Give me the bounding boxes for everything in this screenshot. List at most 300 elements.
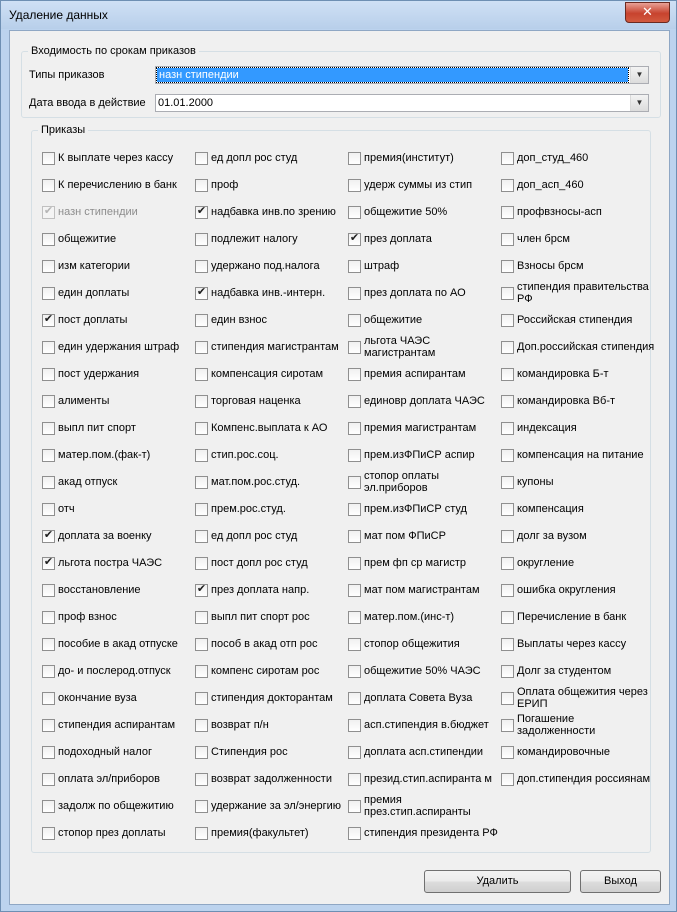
checkbox[interactable] xyxy=(42,314,55,327)
order-checkbox-item[interactable] xyxy=(42,658,197,684)
order-checkbox-item[interactable] xyxy=(501,685,656,711)
order-checkbox-item[interactable] xyxy=(195,388,350,414)
checkbox-label: Оплата общежития через ЕРИП xyxy=(517,686,648,710)
checkbox-label: командировка Вб-т xyxy=(517,395,616,407)
checkbox-label: назн стипендии xyxy=(58,206,138,218)
checkbox-label: удерж суммы из стип xyxy=(364,179,473,191)
checkbox[interactable] xyxy=(501,287,514,300)
checkbox-label: пособие в акад отпуске xyxy=(58,638,178,650)
order-checkbox-item[interactable] xyxy=(195,334,350,360)
order-checkbox-item[interactable] xyxy=(348,793,503,819)
checkbox-label: надбавка инв.по зрению xyxy=(211,206,336,218)
checkbox[interactable] xyxy=(348,746,361,759)
checkbox[interactable] xyxy=(348,179,361,192)
checkmark-icon: ✔ xyxy=(196,205,207,217)
checkbox[interactable] xyxy=(195,422,208,435)
checkbox[interactable] xyxy=(42,449,55,462)
effective-date-select[interactable] xyxy=(155,94,649,112)
checkmark-icon: ✔ xyxy=(196,286,207,298)
checkbox[interactable] xyxy=(501,260,514,273)
checkbox[interactable] xyxy=(348,530,361,543)
order-checkbox-item[interactable] xyxy=(501,334,656,360)
checkbox-label: командировка Б-т xyxy=(517,368,609,380)
order-checkbox-item[interactable] xyxy=(42,307,197,333)
checkbox-label: прем.изФПиСР аспир xyxy=(364,449,475,461)
checkbox-label: Российская стипендия xyxy=(517,314,633,326)
checkbox-label: проф взнос xyxy=(58,611,117,623)
window-title: Удаление данных xyxy=(9,8,108,22)
checkbox[interactable] xyxy=(42,665,55,678)
checkbox[interactable] xyxy=(195,233,208,246)
checkbox-label: общежитие 50% ЧАЭС xyxy=(364,665,481,677)
order-checkbox-item[interactable] xyxy=(195,523,350,549)
orders-group-legend: Приказы xyxy=(41,124,86,136)
order-checkbox-item[interactable] xyxy=(501,442,656,468)
order-checkbox-item[interactable] xyxy=(195,631,350,657)
checkbox[interactable] xyxy=(501,503,514,516)
checkbox-label: акад отпуск xyxy=(58,476,118,488)
checkbox-label: стопор оплаты эл.приборов xyxy=(364,470,440,494)
checkbox[interactable] xyxy=(42,530,55,543)
checkbox[interactable] xyxy=(348,152,361,165)
checkbox[interactable] xyxy=(501,341,514,354)
checkbox[interactable] xyxy=(42,719,55,732)
order-checkbox-item[interactable] xyxy=(501,361,656,387)
checkbox[interactable] xyxy=(348,773,361,786)
order-checkbox-item[interactable] xyxy=(501,280,656,306)
checkbox[interactable] xyxy=(195,449,208,462)
checkbox[interactable] xyxy=(501,611,514,624)
checkbox[interactable] xyxy=(348,287,361,300)
checkbox[interactable] xyxy=(42,503,55,516)
checkbox[interactable] xyxy=(348,503,361,516)
checkbox[interactable] xyxy=(501,233,514,246)
checkbox-label: льгота постра ЧАЭС xyxy=(58,557,163,569)
checkbox-label: Перечисление в банк xyxy=(517,611,627,623)
order-checkbox-item[interactable] xyxy=(195,415,350,441)
order-checkbox-item[interactable] xyxy=(348,766,503,792)
checkbox-label: возврат п/н xyxy=(211,719,269,731)
chevron-down-icon[interactable]: ▼ xyxy=(630,95,648,111)
checkbox-label: пособ в акад отп рос xyxy=(211,638,318,650)
checkbox-label: компенсация на питание xyxy=(517,449,644,461)
checkbox-label: К выплате через кассу xyxy=(58,152,174,164)
order-checkbox-item[interactable] xyxy=(348,415,503,441)
checkbox[interactable] xyxy=(501,179,514,192)
checkbox-label: общежитие xyxy=(58,233,117,245)
checkbox[interactable] xyxy=(42,341,55,354)
checkbox[interactable] xyxy=(195,260,208,273)
order-checkbox-item[interactable] xyxy=(348,658,503,684)
checkbox[interactable] xyxy=(348,314,361,327)
checkbox[interactable] xyxy=(195,476,208,489)
order-checkbox-item[interactable] xyxy=(348,442,503,468)
order-checkbox-item[interactable] xyxy=(42,226,197,252)
chevron-down-icon[interactable]: ▼ xyxy=(630,67,648,83)
order-checkbox-item[interactable] xyxy=(42,415,197,441)
checkbox[interactable] xyxy=(42,368,55,381)
order-checkbox-item[interactable] xyxy=(42,253,197,279)
order-checkbox-item[interactable] xyxy=(195,172,350,198)
checkbox[interactable] xyxy=(348,692,361,705)
checkbox[interactable] xyxy=(501,368,514,381)
order-checkbox-item[interactable] xyxy=(348,820,503,846)
checkbox[interactable] xyxy=(348,827,361,840)
order-checkbox-item[interactable] xyxy=(501,172,656,198)
checkbox-label: льгота ЧАЭС магистрантам xyxy=(364,335,436,359)
checkbox[interactable] xyxy=(42,422,55,435)
filter-group-legend: Входимость по срокам приказов xyxy=(31,45,196,57)
order-checkbox-item[interactable] xyxy=(42,334,197,360)
checkbox-label: член брсм xyxy=(517,233,570,245)
checkbox-label: през доплата xyxy=(364,233,432,245)
order-checkbox-item[interactable] xyxy=(501,253,656,279)
dialog-body xyxy=(9,30,670,905)
checkbox[interactable] xyxy=(348,719,361,732)
order-checkbox-item[interactable] xyxy=(348,253,503,279)
order-checkbox-item[interactable] xyxy=(501,307,656,333)
checkbox-label: премия през.стип.аспиранты xyxy=(364,794,471,818)
checkbox-label: мат пом магистрантам xyxy=(364,584,480,596)
checkbox[interactable] xyxy=(501,530,514,543)
order-checkbox-item[interactable] xyxy=(195,361,350,387)
order-checkbox-item[interactable] xyxy=(42,172,197,198)
checkbox-label: Компенс.выплата к АО xyxy=(211,422,328,434)
checkbox-label: премия аспирантам xyxy=(364,368,466,380)
order-checkbox-item[interactable] xyxy=(195,442,350,468)
order-checkbox-item[interactable] xyxy=(348,523,503,549)
checkbox[interactable] xyxy=(195,557,208,570)
checkbox[interactable] xyxy=(195,692,208,705)
checkbox[interactable] xyxy=(348,341,361,354)
checkbox-label: ед допл рос студ xyxy=(211,152,298,164)
checkbox[interactable] xyxy=(195,341,208,354)
checkbox[interactable] xyxy=(195,773,208,786)
checkbox[interactable] xyxy=(348,611,361,624)
checkbox[interactable] xyxy=(501,476,514,489)
order-checkbox-item[interactable] xyxy=(195,199,350,225)
checkbox[interactable] xyxy=(195,584,208,597)
order-checkbox-item[interactable] xyxy=(501,739,656,765)
checkbox-label: ед допл рос студ xyxy=(211,530,298,542)
checkbox-label: проф xyxy=(211,179,239,191)
order-checkbox-item[interactable] xyxy=(348,631,503,657)
order-checkbox-item xyxy=(42,199,197,225)
checkmark-icon: ✔ xyxy=(43,205,54,217)
checkbox[interactable] xyxy=(42,638,55,651)
checkbox-label: купоны xyxy=(517,476,554,488)
order-checkbox-item[interactable] xyxy=(42,523,197,549)
order-checkbox-item[interactable] xyxy=(195,766,350,792)
checkbox[interactable] xyxy=(195,503,208,516)
checkbox[interactable] xyxy=(195,395,208,408)
checkbox-label: Взносы брсм xyxy=(517,260,584,272)
checkbox[interactable] xyxy=(42,827,55,840)
checkbox-label: Долг за студентом xyxy=(517,665,612,677)
order-checkbox-item[interactable] xyxy=(348,307,503,333)
checkbox[interactable] xyxy=(501,449,514,462)
checkbox-label: стипендия аспирантам xyxy=(58,719,176,731)
checkbox-label: торговая наценка xyxy=(211,395,301,407)
checkbox[interactable] xyxy=(501,557,514,570)
checkbox-label: надбавка инв.-интерн. xyxy=(211,287,326,299)
checkbox-label: общежитие xyxy=(364,314,423,326)
checkbox-label: подоходный налог xyxy=(58,746,152,758)
checkbox[interactable] xyxy=(42,611,55,624)
checkbox-label: доплата асп.стипендии xyxy=(364,746,484,758)
checkbox[interactable] xyxy=(195,665,208,678)
checkbox[interactable] xyxy=(348,800,361,813)
title-bar[interactable] xyxy=(1,1,676,29)
order-checkbox-item[interactable] xyxy=(195,685,350,711)
checkbox[interactable] xyxy=(195,800,208,813)
checkbox-label: един взнос xyxy=(211,314,268,326)
checkbox[interactable] xyxy=(501,584,514,597)
checkbox[interactable] xyxy=(195,179,208,192)
order-checkbox-item[interactable] xyxy=(42,577,197,603)
checkbox-label: выпл пит спорт xyxy=(58,422,136,434)
checkbox-label: Погашение задолженности xyxy=(517,713,596,737)
order-checkbox-item[interactable] xyxy=(348,577,503,603)
checkbox-label: командировочные xyxy=(517,746,611,758)
checkbox[interactable] xyxy=(195,638,208,651)
order-checkbox-item[interactable] xyxy=(42,496,197,522)
checkbox-label: подлежит налогу xyxy=(211,233,298,245)
checkbox-label: долг за вузом xyxy=(517,530,587,542)
checkbox[interactable] xyxy=(195,152,208,165)
order-checkbox-item[interactable] xyxy=(501,199,656,225)
checkbox-label: возврат задолженности xyxy=(211,773,332,785)
order-checkbox-item[interactable] xyxy=(348,280,503,306)
order-checkbox-item[interactable] xyxy=(348,469,503,495)
checkbox[interactable] xyxy=(348,395,361,408)
order-checkbox-item[interactable] xyxy=(348,685,503,711)
order-checkbox-item[interactable] xyxy=(42,469,197,495)
order-checkbox-item[interactable] xyxy=(348,388,503,414)
checkbox-label: прем.рос.студ. xyxy=(211,503,286,515)
checkbox-label: един доплаты xyxy=(58,287,130,299)
order-checkbox-item[interactable] xyxy=(348,712,503,738)
checkbox-label: ошибка округления xyxy=(517,584,616,596)
checkbox[interactable] xyxy=(195,314,208,327)
close-button[interactable] xyxy=(625,2,670,23)
checkbox[interactable] xyxy=(501,152,514,165)
checkbox[interactable] xyxy=(42,152,55,165)
order-checkbox-item[interactable] xyxy=(501,631,656,657)
checkbox[interactable] xyxy=(501,638,514,651)
order-checkbox-item[interactable] xyxy=(501,766,656,792)
checkbox[interactable] xyxy=(42,260,55,273)
order-checkbox-item[interactable] xyxy=(195,253,350,279)
checkbox[interactable] xyxy=(501,206,514,219)
checkbox[interactable] xyxy=(348,476,361,489)
order-checkbox-item[interactable] xyxy=(501,550,656,576)
order-checkbox-item[interactable] xyxy=(42,793,197,819)
order-checkbox-item[interactable] xyxy=(195,658,350,684)
order-checkbox-item[interactable] xyxy=(195,307,350,333)
checkbox[interactable] xyxy=(501,665,514,678)
order-checkbox-item[interactable] xyxy=(348,739,503,765)
checkbox-label: премия(институт) xyxy=(364,152,454,164)
order-checkbox-item[interactable] xyxy=(348,496,503,522)
checkbox-label: Выплаты через кассу xyxy=(517,638,627,650)
checkbox-label: К перечислению в банк xyxy=(58,179,177,191)
checkbox[interactable] xyxy=(348,260,361,273)
checkbox-label: доплата за военку xyxy=(58,530,152,542)
order-checkbox-item[interactable] xyxy=(42,361,197,387)
checkbox[interactable] xyxy=(501,395,514,408)
checkbox[interactable] xyxy=(42,233,55,246)
checkbox[interactable] xyxy=(42,395,55,408)
checkmark-icon: ✔ xyxy=(43,556,54,568)
checkbox[interactable] xyxy=(348,233,361,246)
checkbox[interactable] xyxy=(501,314,514,327)
checkbox-label: стипендия докторантам xyxy=(211,692,333,704)
checkbox-label: презид.стип.аспиранта м xyxy=(364,773,492,785)
checkbox-label: премия магистрантам xyxy=(364,422,477,434)
checkbox[interactable] xyxy=(195,287,208,300)
order-checkbox-item[interactable] xyxy=(501,145,656,171)
order-checkbox-item[interactable] xyxy=(42,820,197,846)
checkbox[interactable] xyxy=(195,206,208,219)
checkbox[interactable] xyxy=(42,773,55,786)
order-checkbox-item[interactable] xyxy=(501,226,656,252)
order-checkbox-item[interactable] xyxy=(348,226,503,252)
checkbox[interactable] xyxy=(42,800,55,813)
checkbox[interactable] xyxy=(42,557,55,570)
order-checkbox-item[interactable] xyxy=(42,739,197,765)
order-type-select[interactable] xyxy=(155,66,649,84)
order-checkbox-item[interactable] xyxy=(195,712,350,738)
checkbox-label: компенсация xyxy=(517,503,584,515)
order-checkbox-item[interactable] xyxy=(42,280,197,306)
checkbox[interactable] xyxy=(348,557,361,570)
checkbox-label: изм категории xyxy=(58,260,131,272)
order-checkbox-item[interactable] xyxy=(195,280,350,306)
checkmark-icon: ✔ xyxy=(196,583,207,595)
order-checkbox-item[interactable] xyxy=(348,550,503,576)
checkbox[interactable] xyxy=(348,584,361,597)
order-checkbox-item[interactable] xyxy=(501,469,656,495)
checkbox-label: стип.рос.соц. xyxy=(211,449,279,461)
order-checkbox-item[interactable] xyxy=(501,712,656,738)
checkbox[interactable] xyxy=(348,368,361,381)
checkbox[interactable] xyxy=(348,665,361,678)
order-checkbox-item[interactable] xyxy=(195,496,350,522)
order-checkbox-item[interactable] xyxy=(42,766,197,792)
checkbox[interactable] xyxy=(195,368,208,381)
checkbox[interactable] xyxy=(501,719,514,732)
order-checkbox-item[interactable] xyxy=(348,361,503,387)
checkbox-label: пост доплаты xyxy=(58,314,128,326)
checkbox-label: пост допл рос студ xyxy=(211,557,308,569)
checkbox[interactable] xyxy=(348,206,361,219)
order-checkbox-item[interactable] xyxy=(195,604,350,630)
checkbox-label: прем.изФПиСР студ xyxy=(364,503,467,515)
checkbox[interactable] xyxy=(42,692,55,705)
order-checkbox-item[interactable] xyxy=(195,793,350,819)
checkbox[interactable] xyxy=(348,422,361,435)
order-checkbox-item[interactable] xyxy=(501,604,656,630)
checkbox[interactable] xyxy=(195,719,208,732)
checkbox[interactable] xyxy=(42,746,55,759)
order-checkbox-item[interactable] xyxy=(195,739,350,765)
checkbox-label: удержано под.налога xyxy=(211,260,320,272)
checkbox-label: мат пом ФПиСР xyxy=(364,530,446,542)
order-checkbox-item[interactable] xyxy=(348,145,503,171)
checkbox[interactable] xyxy=(42,476,55,489)
effective-date-label: Дата ввода в действие xyxy=(29,97,146,109)
order-checkbox-item[interactable] xyxy=(501,658,656,684)
order-checkbox-item[interactable] xyxy=(42,712,197,738)
order-checkbox-item[interactable] xyxy=(42,442,197,468)
order-checkbox-item[interactable] xyxy=(501,415,656,441)
checkbox-label: восстановление xyxy=(58,584,141,596)
checkbox[interactable] xyxy=(42,287,55,300)
checkbox[interactable] xyxy=(501,773,514,786)
checkbox[interactable] xyxy=(42,584,55,597)
order-checkbox-item[interactable] xyxy=(195,550,350,576)
order-checkbox-item[interactable] xyxy=(195,226,350,252)
checkmark-icon: ✔ xyxy=(43,313,54,325)
checkbox[interactable] xyxy=(42,179,55,192)
effective-date-value: 01.01.2000 xyxy=(158,97,214,109)
order-checkbox-item[interactable] xyxy=(501,388,656,414)
checkbox-label: выпл пит спорт рос xyxy=(211,611,310,623)
checkbox[interactable] xyxy=(195,530,208,543)
checkbox[interactable] xyxy=(501,746,514,759)
checkbox[interactable] xyxy=(195,746,208,759)
checkbox-label: профвзносы-асп xyxy=(517,206,602,218)
order-checkbox-item[interactable] xyxy=(195,820,350,846)
checkbox xyxy=(42,206,55,219)
order-checkbox-item[interactable] xyxy=(195,469,350,495)
checkbox-label: стипендия правительства РФ xyxy=(517,281,649,305)
order-checkbox-item[interactable] xyxy=(501,496,656,522)
checkbox-label: общежитие 50% xyxy=(364,206,448,218)
checkbox-label: мат.пом.рос.студ. xyxy=(211,476,301,488)
checkbox[interactable] xyxy=(195,611,208,624)
checkbox-label: доплата Совета Вуза xyxy=(364,692,473,704)
exit-button[interactable]: Выход xyxy=(580,870,661,893)
order-checkbox-item[interactable] xyxy=(42,145,197,171)
order-checkbox-item[interactable] xyxy=(42,631,197,657)
order-checkbox-item[interactable] xyxy=(195,145,350,171)
checkbox[interactable] xyxy=(501,692,514,705)
order-checkbox-item[interactable] xyxy=(348,334,503,360)
order-checkbox-item[interactable] xyxy=(348,172,503,198)
checkbox-label: индексация xyxy=(517,422,577,434)
order-checkbox-item[interactable] xyxy=(42,604,197,630)
order-checkbox-item[interactable] xyxy=(501,523,656,549)
checkbox-label: прем фп ср магистр xyxy=(364,557,467,569)
checkbox-label: стипендия магистрантам xyxy=(211,341,339,353)
order-checkbox-item[interactable] xyxy=(348,604,503,630)
order-checkbox-item[interactable] xyxy=(348,199,503,225)
order-checkbox-item[interactable] xyxy=(42,685,197,711)
checkbox-label: един удержания штраф xyxy=(58,341,180,353)
order-checkbox-item[interactable] xyxy=(195,577,350,603)
checkbox[interactable] xyxy=(348,449,361,462)
checkbox-label: матер.пом.(фак-т) xyxy=(58,449,151,461)
order-checkbox-item[interactable] xyxy=(42,388,197,414)
checkbox[interactable] xyxy=(501,422,514,435)
delete-button[interactable]: Удалить xyxy=(424,870,571,893)
order-checkbox-item[interactable] xyxy=(42,550,197,576)
checkbox[interactable] xyxy=(348,638,361,651)
checkbox[interactable] xyxy=(195,827,208,840)
order-checkbox-item[interactable] xyxy=(501,577,656,603)
